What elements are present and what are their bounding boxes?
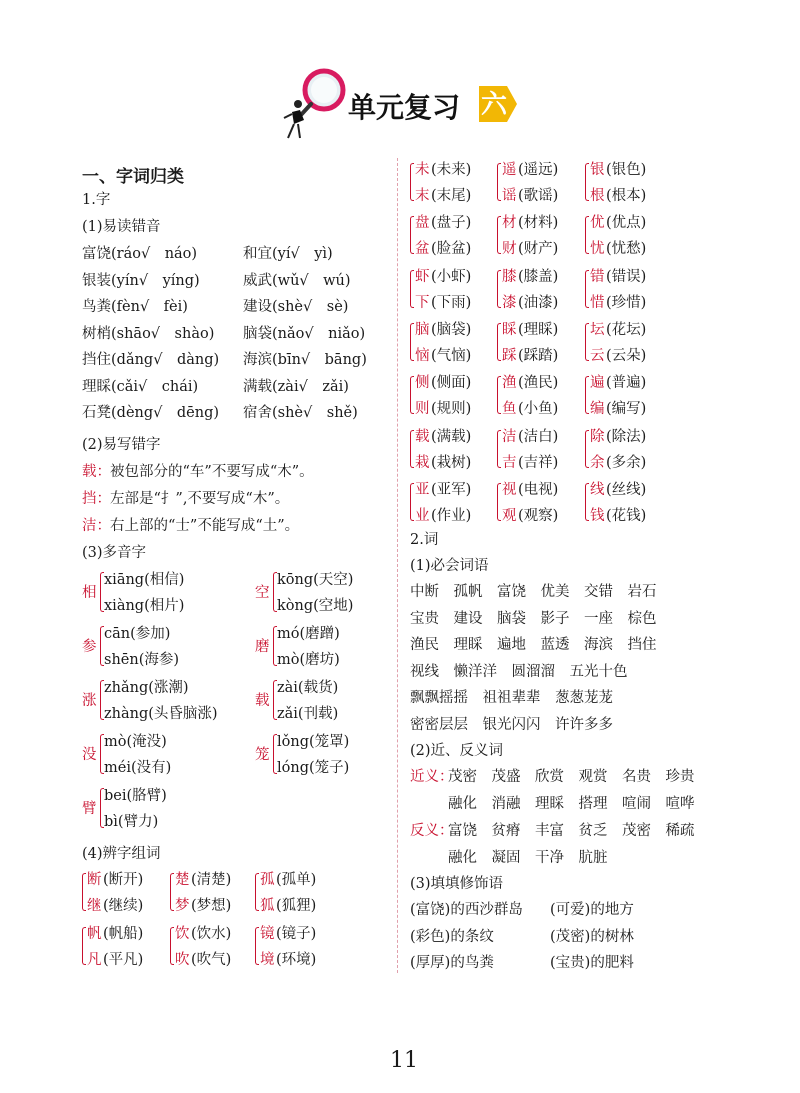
distinguish-char: 踩 [502, 347, 517, 364]
brace-bracket [410, 323, 414, 361]
near-line-1: 茂密 茂盛 欣赏 观赏 名贵 珍贵 [448, 769, 695, 785]
distinguish-word: (花钱) [606, 507, 647, 524]
distinguish-char: 末 [415, 188, 430, 204]
distinguish-char: 载 [415, 428, 430, 445]
distinguish-word: (歌谣) [518, 188, 559, 204]
brace-bracket [497, 430, 501, 468]
polyphone-char: 笼 [255, 747, 270, 763]
distinguish-word: (平凡) [103, 952, 144, 968]
brace-bracket [497, 270, 501, 308]
distinguish-char: 境 [260, 952, 275, 968]
polyphone-heading: (3)多音字 [82, 545, 147, 561]
modifier-item: (富饶)的西沙群岛 [410, 902, 523, 918]
distinguish-char: 脑 [415, 321, 430, 338]
distinguish-word: (洁白) [518, 428, 559, 445]
modifier-item: (宝贵)的肥料 [550, 955, 634, 971]
polyphone-reading: bì(臂力) [104, 814, 159, 830]
distinguish-word: (梦想) [191, 898, 232, 914]
error-note: 右上部的“士”不能写成“土”。 [110, 518, 300, 534]
distinguish-char: 亚 [415, 481, 430, 498]
pinyin-item: 石凳(dèng√ dēng) [82, 405, 220, 421]
distinguish-char: 楚 [175, 872, 190, 888]
distinguish-word: (丝线) [606, 481, 647, 498]
vocab-line: 飘飘摇摇 祖祖辈辈 葱葱茏茏 [410, 690, 613, 707]
anti-line-2: 融化 凝固 干净 肮脏 [448, 850, 608, 866]
distinguish-word: (脸盆) [431, 241, 472, 258]
near-line-2: 融化 消融 理睬 搭理 喧闹 喧哗 [448, 796, 695, 812]
distinguish-char: 财 [502, 241, 517, 258]
polyphone-reading: zhàng(头昏脑涨) [104, 706, 218, 722]
distinguish-char: 忧 [590, 241, 605, 258]
error-note: 被包部分的“车”不要写成“木”。 [110, 464, 314, 480]
distinguish-char: 线 [590, 481, 605, 498]
brace-bracket [410, 483, 414, 521]
brace-bracket [585, 430, 589, 468]
distinguish-char: 谣 [502, 188, 517, 204]
unit-badge [475, 82, 519, 126]
distinguish-word: (继续) [103, 898, 144, 914]
distinguish-char: 栽 [415, 454, 430, 471]
distinguish-char: 则 [415, 401, 430, 418]
polyphone-reading: zǎi(刊载) [277, 706, 339, 722]
distinguish-word: (错误) [606, 268, 647, 285]
distinguish-word: (下雨) [431, 294, 472, 311]
distinguish-word: (孤单) [276, 872, 317, 888]
distinguish-word: (银色) [606, 162, 647, 178]
distinguish-char: 梦 [175, 898, 190, 914]
polyphone-reading: zhǎng(涨潮) [104, 680, 189, 696]
distinguish-word: (脑袋) [431, 321, 472, 338]
polyphone-reading: kōng(天空) [277, 572, 354, 588]
distinguish-char: 材 [502, 215, 517, 232]
distinguish-word: (小鱼) [518, 401, 559, 418]
polyphone-reading: bei(胳臂) [104, 788, 167, 804]
brace-bracket [255, 873, 259, 911]
page-title: 单元复习 [348, 91, 461, 124]
polyphone-char: 相 [82, 585, 97, 601]
error-note: 左部是“扌”,不要写成“木”。 [110, 491, 290, 507]
distinguish-char: 漆 [502, 294, 517, 311]
vocab-line: 宝贵 建设 脑袋 影子 一座 棕色 [410, 610, 657, 627]
distinguish-word: (材料) [518, 215, 559, 232]
easy-write-heading: (2)易写错字 [82, 437, 161, 453]
distinguish-word: (普遍) [606, 375, 647, 392]
distinguish-char: 吹 [175, 952, 190, 968]
modifier-item: (茂密)的树林 [550, 928, 634, 945]
distinguish-word: (编写) [606, 401, 647, 418]
polyphone-reading: mò(淹没) [104, 734, 167, 750]
error-char: 载： [82, 464, 111, 480]
synonyms-heading: (2)近、反义词 [410, 743, 504, 759]
brace-bracket [585, 323, 589, 361]
polyphone-reading: kòng(空地) [277, 598, 354, 614]
distinguish-char: 侧 [415, 375, 430, 392]
pinyin-item: 富饶(ráo√ náo) [82, 246, 198, 262]
brace-bracket [497, 483, 501, 521]
vocab-line: 渔民 理睬 遍地 蓝透 海滨 挡住 [410, 637, 657, 654]
distinguish-word: (遥远) [518, 162, 559, 178]
distinguish-word: (盘子) [431, 215, 472, 232]
brace-bracket [497, 163, 501, 201]
distinguish-word: (规则) [431, 401, 472, 418]
pinyin-item: 和宜(yí√ yì) [243, 246, 333, 262]
brace-bracket [585, 216, 589, 254]
distinguish-word: (满载) [431, 428, 472, 445]
brace-bracket [410, 216, 414, 254]
brace-bracket [410, 270, 414, 308]
pinyin-item: 威武(wǔ√ wú) [243, 272, 351, 289]
brace-bracket [82, 873, 86, 911]
brace-bracket [585, 270, 589, 308]
polyphone-reading: shēn(海参) [104, 652, 180, 668]
distinguish-word: (多余) [606, 454, 647, 471]
brace-bracket [170, 873, 174, 911]
polyphone-reading: lǒng(笼罩) [277, 734, 350, 750]
distinguish-char: 银 [590, 162, 605, 178]
distinguish-char: 继 [87, 898, 102, 914]
pinyin-item: 满载(zài√ zǎi) [243, 378, 349, 395]
modifier-item: (彩色)的条纹 [410, 928, 494, 945]
distinguish-char: 凡 [87, 952, 102, 968]
distinguish-word: (作业) [431, 507, 472, 524]
polyphone-char: 臂 [82, 801, 97, 817]
distinguish-word: (饮水) [191, 926, 232, 942]
brace-bracket [585, 376, 589, 414]
distinguish-word: (花坛) [606, 321, 647, 338]
distinguish-char: 视 [502, 481, 517, 498]
pinyin-item: 海滨(bīn√ bāng) [243, 352, 367, 368]
brace-bracket [410, 376, 414, 414]
pinyin-item: 挡住(dǎng√ dàng) [82, 352, 220, 368]
distinguish-char: 虾 [415, 268, 430, 285]
distinguish-word: (忧愁) [606, 241, 647, 258]
distinguish-char: 惜 [590, 294, 605, 311]
pinyin-item: 理睬(cǎi√ chái) [82, 378, 199, 395]
brace-bracket [585, 483, 589, 521]
distinguish-char: 孤 [260, 872, 275, 888]
magnifier-girl-illustration [278, 66, 350, 142]
distinguish-word: (气恼) [431, 347, 472, 364]
distinguish-word: (珍惜) [606, 294, 647, 311]
distinguish-char: 洁 [502, 428, 517, 445]
polyphone-char: 参 [82, 639, 97, 655]
unit-badge-label: 六 [480, 90, 508, 120]
distinguish-char: 膝 [502, 268, 517, 285]
polyphone-reading: xiāng(相信) [104, 572, 185, 588]
distinguish-char: 错 [590, 268, 605, 285]
distinguish-char: 断 [87, 872, 102, 888]
distinguish-char: 优 [590, 215, 605, 232]
brace-bracket [170, 927, 174, 965]
distinguish-char: 渔 [502, 375, 517, 392]
distinguish-char: 帆 [87, 926, 102, 942]
distinguish-word: (优点) [606, 215, 647, 232]
distinguish-char: 余 [590, 454, 605, 471]
polyphone-char: 载 [255, 693, 270, 709]
distinguish-word: (帆船) [103, 926, 144, 942]
polyphone-reading: cān(参加) [104, 626, 171, 642]
polyphone-char: 磨 [255, 639, 270, 655]
must-know-heading: (1)必会词语 [410, 558, 489, 574]
brace-bracket [585, 163, 589, 201]
distinguish-char: 未 [415, 162, 430, 178]
pinyin-item: 树梢(shāo√ shào) [82, 325, 215, 342]
distinguish-word: (根本) [606, 188, 647, 204]
distinguish-char: 睬 [502, 321, 517, 338]
distinguish-word: (断开) [103, 872, 144, 888]
distinguish-char: 盆 [415, 241, 430, 258]
distinguish-char: 钱 [590, 507, 605, 524]
modifier-item: (可爱)的地方 [550, 902, 634, 918]
distinguish-word: (踩踏) [518, 347, 559, 364]
brace-bracket [410, 430, 414, 468]
distinguish-word: (除法) [606, 428, 647, 445]
vocab-line: 密密层层 银光闪闪 许许多多 [410, 717, 613, 733]
distinguish-char: 编 [590, 401, 605, 418]
distinguish-char: 云 [590, 347, 605, 364]
distinguish-char: 根 [590, 188, 605, 204]
distinguish-char: 镜 [260, 926, 275, 942]
distinguish-word: (渔民) [518, 375, 559, 392]
distinguish-char: 吉 [502, 454, 517, 471]
distinguish-word: (云朵) [606, 347, 647, 364]
distinguish-char: 遍 [590, 375, 605, 392]
polyphone-char: 没 [82, 747, 97, 763]
distinguish-word: (未来) [431, 162, 472, 178]
modifier-item: (厚厚)的鸟粪 [410, 955, 494, 971]
distinguish-heading: (4)辨字组词 [82, 846, 161, 862]
brace-bracket [497, 323, 501, 361]
distinguish-word: (侧面) [431, 375, 472, 392]
distinguish-word: (观察) [518, 507, 559, 524]
brace-bracket [497, 216, 501, 254]
pinyin-item: 鸟粪(fèn√ fèi) [82, 299, 188, 315]
distinguish-word: (环境) [276, 952, 317, 968]
distinguish-char: 恼 [415, 347, 430, 364]
distinguish-word: (吹气) [191, 952, 232, 968]
distinguish-char: 坛 [590, 321, 605, 338]
polyphone-reading: mò(磨坊) [277, 652, 340, 668]
distinguish-char: 饮 [175, 926, 190, 942]
brace-bracket [497, 376, 501, 414]
distinguish-char: 遥 [502, 162, 517, 178]
error-char: 洁： [82, 518, 111, 534]
pinyin-item: 脑袋(nǎo√ niǎo) [243, 325, 366, 342]
brace-bracket [410, 163, 414, 201]
pinyin-item: 建设(shè√ sè) [243, 299, 349, 315]
section-heading: 一、字词归类 [82, 167, 184, 187]
page-number: 11 [390, 1048, 418, 1073]
polyphone-reading: zài(载货) [277, 680, 339, 696]
vocab-line: 视线 懒洋洋 圆溜溜 五光十色 [410, 663, 628, 680]
distinguish-word: (末尾) [431, 188, 472, 204]
distinguish-char: 狐 [260, 898, 275, 914]
polyphone-char: 涨 [82, 693, 97, 709]
distinguish-char: 鱼 [502, 401, 517, 418]
near-label: 近义： [410, 769, 454, 785]
pinyin-item: 银装(yín√ yíng) [82, 272, 200, 289]
polyphone-reading: méi(没有) [104, 760, 172, 776]
polyphone-reading: xiàng(相片) [104, 598, 185, 614]
distinguish-word: (吉祥) [518, 454, 559, 471]
polyphone-char: 空 [255, 585, 270, 601]
polyphone-reading: lóng(笼子) [277, 760, 350, 776]
modifiers-heading: (3)填填修饰语 [410, 876, 504, 892]
polyphone-reading: mó(磨蹭) [277, 626, 340, 642]
distinguish-char: 盘 [415, 215, 430, 232]
easy-read-heading: (1)易读错音 [82, 219, 161, 235]
distinguish-word: (电视) [518, 481, 559, 498]
column-divider [397, 158, 398, 973]
distinguish-char: 业 [415, 507, 430, 524]
distinguish-word: (清楚) [191, 872, 232, 888]
distinguish-word: (油漆) [518, 294, 559, 311]
brace-bracket [255, 927, 259, 965]
vocab-line: 中断 孤帆 富饶 优美 交错 岩石 [410, 584, 657, 600]
distinguish-char: 观 [502, 507, 517, 524]
pinyin-item: 宿舍(shè√ shě) [243, 405, 358, 421]
distinguish-word: (狐狸) [276, 898, 317, 914]
subsection-zi: 1.字 [82, 192, 111, 208]
distinguish-word: (理睬) [518, 321, 559, 338]
distinguish-char: 下 [415, 294, 430, 311]
distinguish-word: (栽树) [431, 454, 472, 471]
distinguish-word: (亚军) [431, 481, 472, 498]
error-char: 挡： [82, 491, 111, 507]
distinguish-word: (镜子) [276, 926, 317, 942]
anti-line-1: 富饶 贫瘠 丰富 贫乏 茂密 稀疏 [448, 823, 695, 839]
subsection-ci: 2.词 [410, 532, 439, 548]
anti-label: 反义： [410, 823, 454, 839]
distinguish-char: 除 [590, 428, 605, 445]
distinguish-word: (财产) [518, 241, 559, 258]
distinguish-word: (膝盖) [518, 268, 559, 285]
brace-bracket [82, 927, 86, 965]
distinguish-word: (小虾) [431, 268, 472, 285]
